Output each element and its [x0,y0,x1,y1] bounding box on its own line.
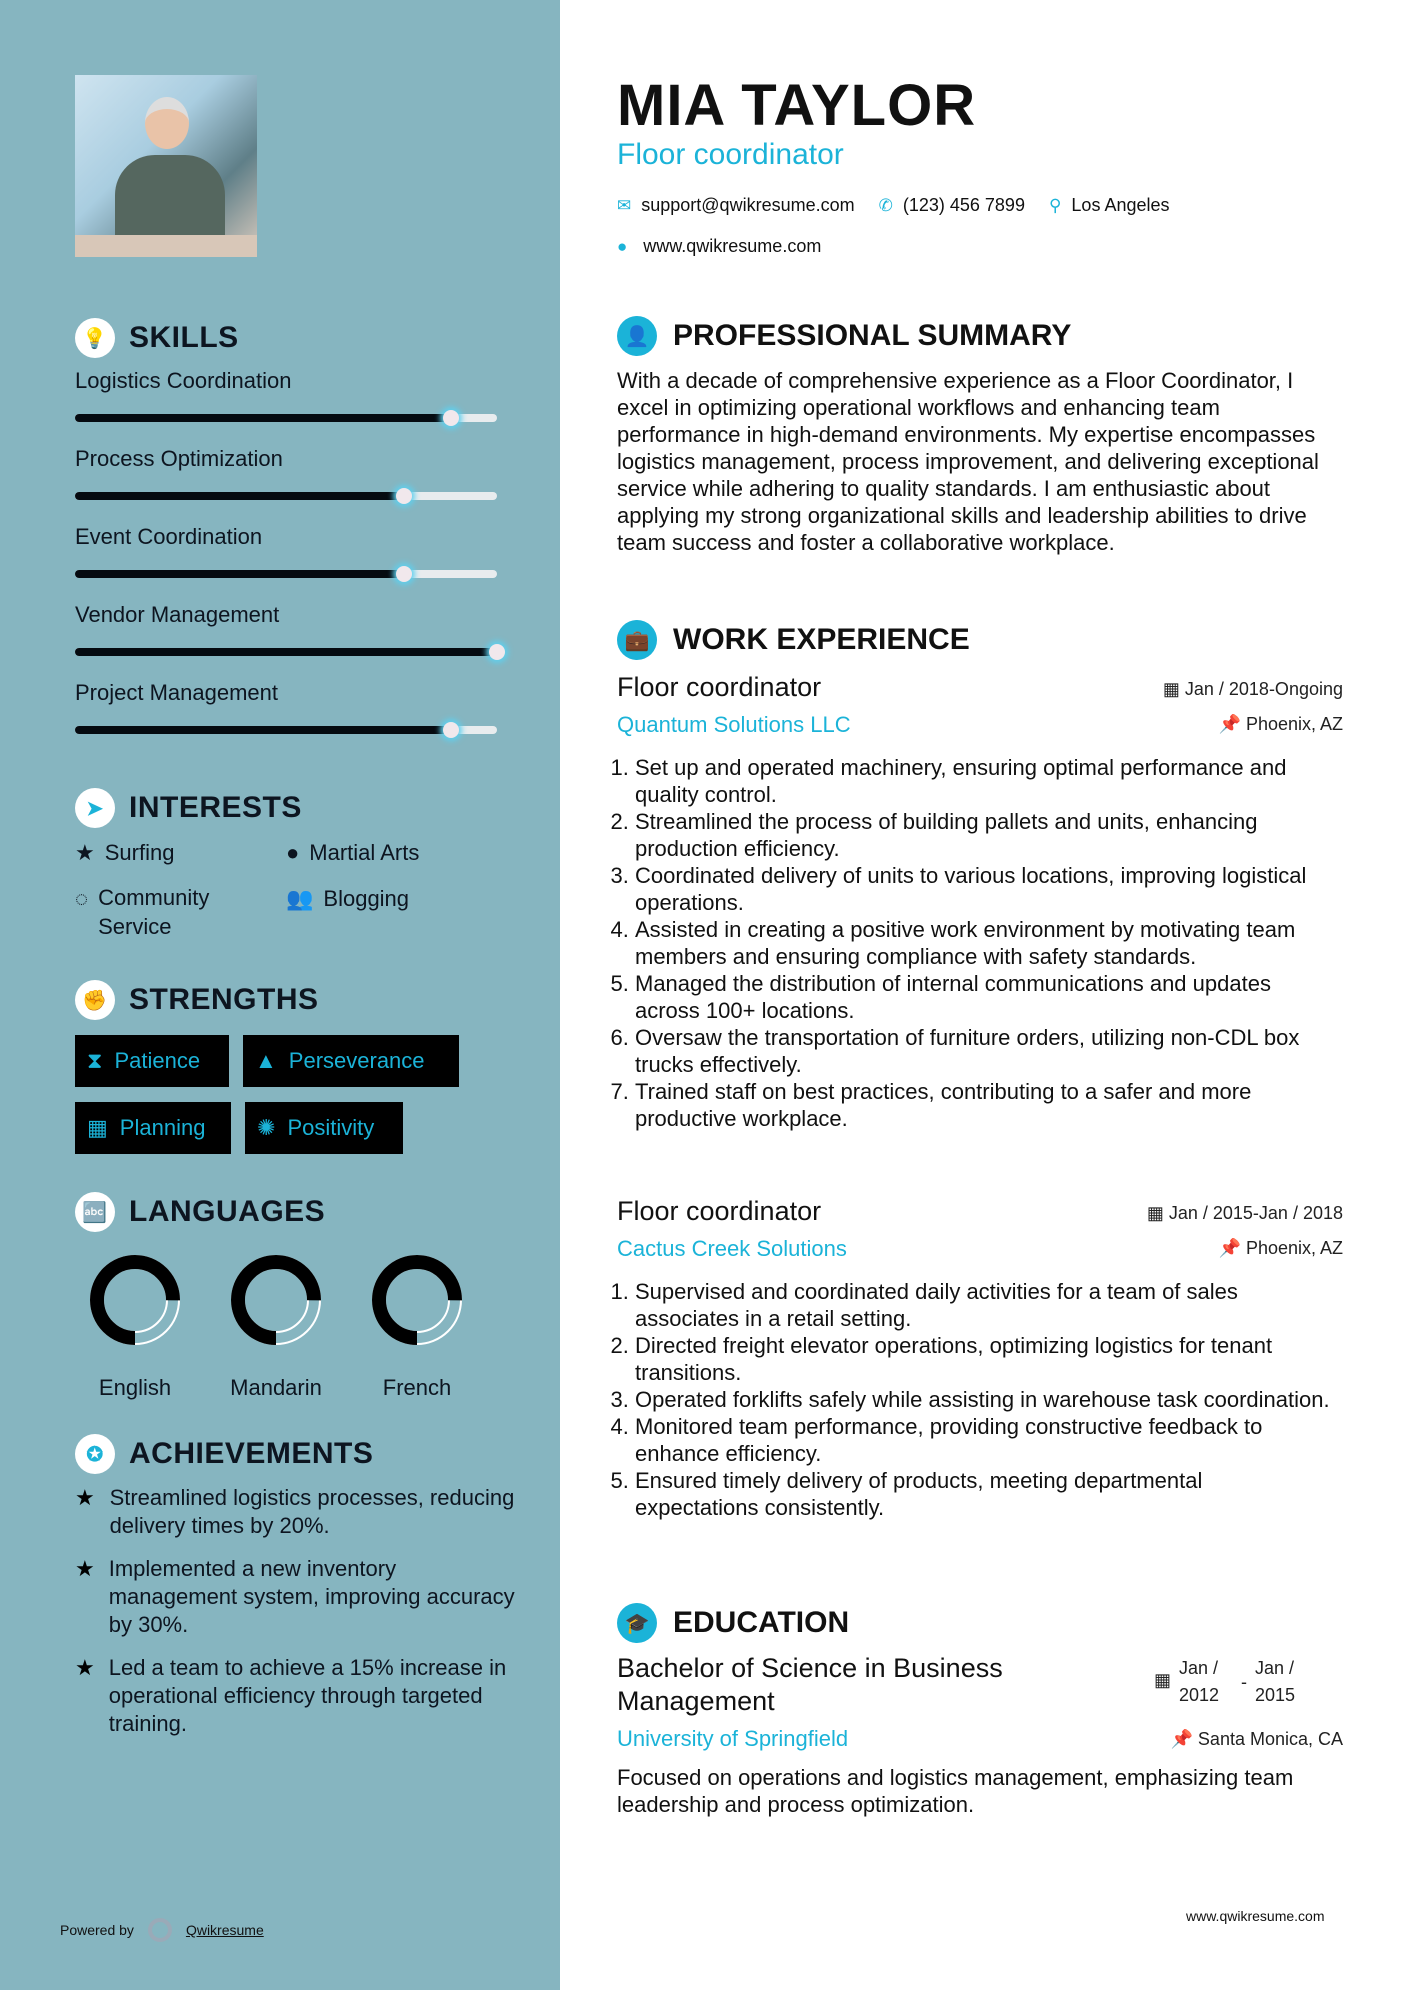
bullet: 1. Set up and operated machinery, ensuring optimal performance and quality control. [635,754,1330,808]
bullet: 5. Managed the distribution of internal communications and updates across 100+ locations. [635,970,1330,1024]
user-icon: 👤 [617,316,657,356]
interest-item [75,886,275,941]
skill-bar-fill [75,492,404,500]
skill-bar [75,648,497,656]
skill-bar-knob [489,644,505,660]
skill-item [75,368,505,394]
location-pin-icon: ⚲ [1048,195,1062,215]
achievements-title: ACHIEVEMENTS [129,1437,374,1470]
fist-icon: ✊ [75,980,115,1020]
strengths-title: STRENGTHS [129,983,319,1016]
language-item [75,1252,195,1401]
skill-bar [75,726,497,734]
languages-title: LANGUAGES [129,1195,326,1228]
stars-icon: ★ [75,1485,95,1510]
skill-item [75,524,505,550]
skill-label: Event Coordination [75,524,263,549]
skill-label: Vendor Management [75,602,280,627]
pushpin-icon: 📌 [1170,1729,1198,1749]
name: MIA TAYLOR [617,73,977,138]
job-bullets [615,754,1330,1132]
education-dates [1154,1655,1309,1709]
calendar-icon: ▦ [87,1115,108,1140]
brand-link[interactable]: Qwikresume [185,1922,264,1938]
bullet: 5. Ensured timely delivery of products, meeting departmental expectations consistently. [635,1467,1330,1521]
school: University of Springfield [617,1726,849,1751]
users-icon: 👥 [286,886,314,911]
translate-icon: 🔤 [75,1192,115,1232]
skill-bar-fill [75,414,451,422]
job-title: Floor coordinator [617,138,844,171]
job-dates [1040,679,1343,700]
interest-item [286,840,419,866]
website[interactable]: www.qwikresume.com [643,236,822,256]
skill-item [75,602,505,628]
profile-photo [75,75,257,257]
bullet: 2. Streamlined the process of building pallets and units, enhancing production efficiency. [635,808,1330,862]
language-donut [369,1252,465,1348]
calendar-icon: ▦ [1146,1203,1169,1223]
education-title: EDUCATION [673,1606,850,1639]
skill-bar-knob [443,722,459,738]
job-location [1100,714,1343,735]
dates-text: Jan / 2015-Jan / 2018 [1168,1203,1343,1223]
language-item [357,1252,477,1401]
language-label: Mandarin [230,1375,322,1400]
powered-by-label: Powered by [60,1922,134,1938]
dates-text: Jan / 2018-Ongoing [1184,679,1343,699]
qwikresume-logo-icon [148,1918,172,1942]
strength-label: Planning [119,1115,206,1140]
achievement-text: Led a team to achieve a 15% increase in operational efficiency through targeted training. [108,1655,507,1736]
sun-icon: ✺ [257,1115,276,1140]
bullet: 6. Oversaw the transportation of furniture orders, utilizing non-CDL box trucks effectively. [635,1024,1330,1078]
interest-label: Blogging [323,886,410,911]
start-date: Jan / 2012 [1179,1658,1220,1705]
email-icon: ✉ [617,195,632,215]
interest-label: Surfing [104,840,175,865]
paper-plane-icon: ➤ [75,788,115,828]
bullet: 1. Supervised and coordinated daily activities for a team of sales associates in a retail setting. [635,1278,1330,1332]
email[interactable]: support@qwikresume.com [641,195,855,215]
strength-chip [243,1035,459,1087]
company: Quantum Solutions LLC [617,712,851,737]
date-separator: - [1241,1672,1248,1692]
location-text: Phoenix, AZ [1245,714,1343,734]
skill-bar [75,570,497,578]
bullet: 7. Trained staff on best practices, contributing to a safer and more productive workplace. [635,1078,1330,1132]
briefcase-icon: 💼 [617,620,657,660]
strength-chip [75,1102,231,1154]
globe-icon: ● [286,840,300,865]
contact-row [617,195,1170,216]
skill-bar-fill [75,648,497,656]
strength-label: Perseverance [288,1048,425,1073]
job-location [1100,1238,1343,1259]
achievement-item [75,1654,515,1738]
end-date: Jan / 2015 [1255,1658,1296,1705]
interest-item [75,840,174,866]
strength-label: Positivity [287,1115,375,1140]
interests-heading [75,788,302,828]
bullet: 3. Coordinated delivery of units to various locations, improving logistical operations. [635,862,1330,916]
job-title: Floor coordinator [617,672,822,702]
degree: Bachelor of Science in Business Management [617,1653,1003,1716]
language-donut [87,1252,183,1348]
skill-label: Project Management [75,680,278,705]
achievement-item [75,1484,515,1540]
skill-bar-fill [75,570,404,578]
language-label: French [382,1375,452,1400]
phone-icon: ✆ [878,195,893,215]
strength-label: Patience [114,1048,201,1073]
strength-chip [245,1102,403,1154]
language-donut [228,1252,324,1348]
achievement-text: Streamlined logistics processes, reducing delivery times by 20%. [109,1485,515,1538]
website-row [617,236,821,257]
interest-label: Community Service [98,885,210,939]
location: Los Angeles [1071,195,1170,215]
work-heading [617,620,970,660]
location-text: Phoenix, AZ [1245,1238,1343,1258]
skill-bar-knob [443,410,459,426]
stars-icon: ★ [75,1655,95,1680]
skill-item [75,446,505,472]
skill-bar-fill [75,726,451,734]
calendar-icon: ▦ [1162,679,1185,699]
job-bullets [615,1278,1330,1521]
globe-icon: ● [617,236,628,256]
skill-label: Logistics Coordination [75,368,292,393]
job-dates [1040,1203,1343,1224]
skill-label: Process Optimization [75,446,283,471]
bullet: 3. Operated forklifts safely while assisting in warehouse task coordination. [635,1386,1330,1413]
work-title: WORK EXPERIENCE [673,623,970,656]
skill-bar [75,414,497,422]
language-item [216,1252,336,1401]
education-heading [617,1603,849,1643]
strength-chip [75,1035,229,1087]
skills-title: SKILLS [129,321,239,354]
achievement-item [75,1555,515,1639]
location-text: Santa Monica, CA [1197,1729,1343,1749]
powered-by [60,1918,264,1942]
bullet: 4. Assisted in creating a positive work environment by motivating team members and ensuring compliance with safety standards. [635,916,1330,970]
achievements-heading [75,1434,373,1474]
skills-heading [75,318,239,358]
star-icon: ★ [75,840,95,865]
pushpin-icon: 📌 [1218,714,1246,734]
strengths-heading [75,980,319,1020]
skill-item [75,680,505,706]
summary-heading [617,316,1071,356]
bullet: 2. Directed freight elevator operations, optimizing logistics for tenant transitions. [635,1332,1330,1386]
language-label: English [98,1375,172,1400]
job-title: Floor coordinator [617,1196,822,1226]
company: Cactus Creek Solutions [617,1236,847,1261]
achievement-text: Implemented a new inventory management system, improving accuracy by 30%. [108,1556,515,1637]
pushpin-icon: 📌 [1218,1238,1246,1258]
hand-icon: ◌ [75,886,89,911]
interests-title: INTERESTS [129,791,302,824]
summary-text: With a decade of comprehensive experience as a Floor Coordinator, I excel in optimizing operational workflows and enhancing team performance in high-demand environments. My expertise encompasses logistics management, process improvement, and delivering exceptional service while adhering to quality standards. I am enthusiastic about applying my strong organizational skills and leadership abilities to drive team success and foster a collaborative workplace. [617,368,1319,555]
bullet: 4. Monitored team performance, providing constructive feedback to enhance efficiency. [635,1413,1330,1467]
skill-bar [75,492,497,500]
calendar-icon: ▦ [1154,1670,1172,1690]
star-badge-icon: ✪ [75,1434,115,1474]
road-icon: ▲ [255,1048,277,1073]
languages-heading [75,1192,325,1232]
lightbulb-icon: 💡 [75,318,115,358]
interest-item [286,886,409,912]
stars-icon: ★ [75,1556,95,1581]
education-location [1100,1729,1343,1750]
hourglass-icon: ⧗ [87,1048,103,1073]
footer-website[interactable]: www.qwikresume.com [1186,1908,1325,1924]
summary-title: PROFESSIONAL SUMMARY [673,319,1072,352]
interest-label: Martial Arts [309,840,420,865]
phone: (123) 456 7899 [902,195,1025,215]
education-description: Focused on operations and logistics management, emphasizing team leadership and process optimization. [617,1765,1294,1817]
graduation-icon: 🎓 [617,1603,657,1643]
